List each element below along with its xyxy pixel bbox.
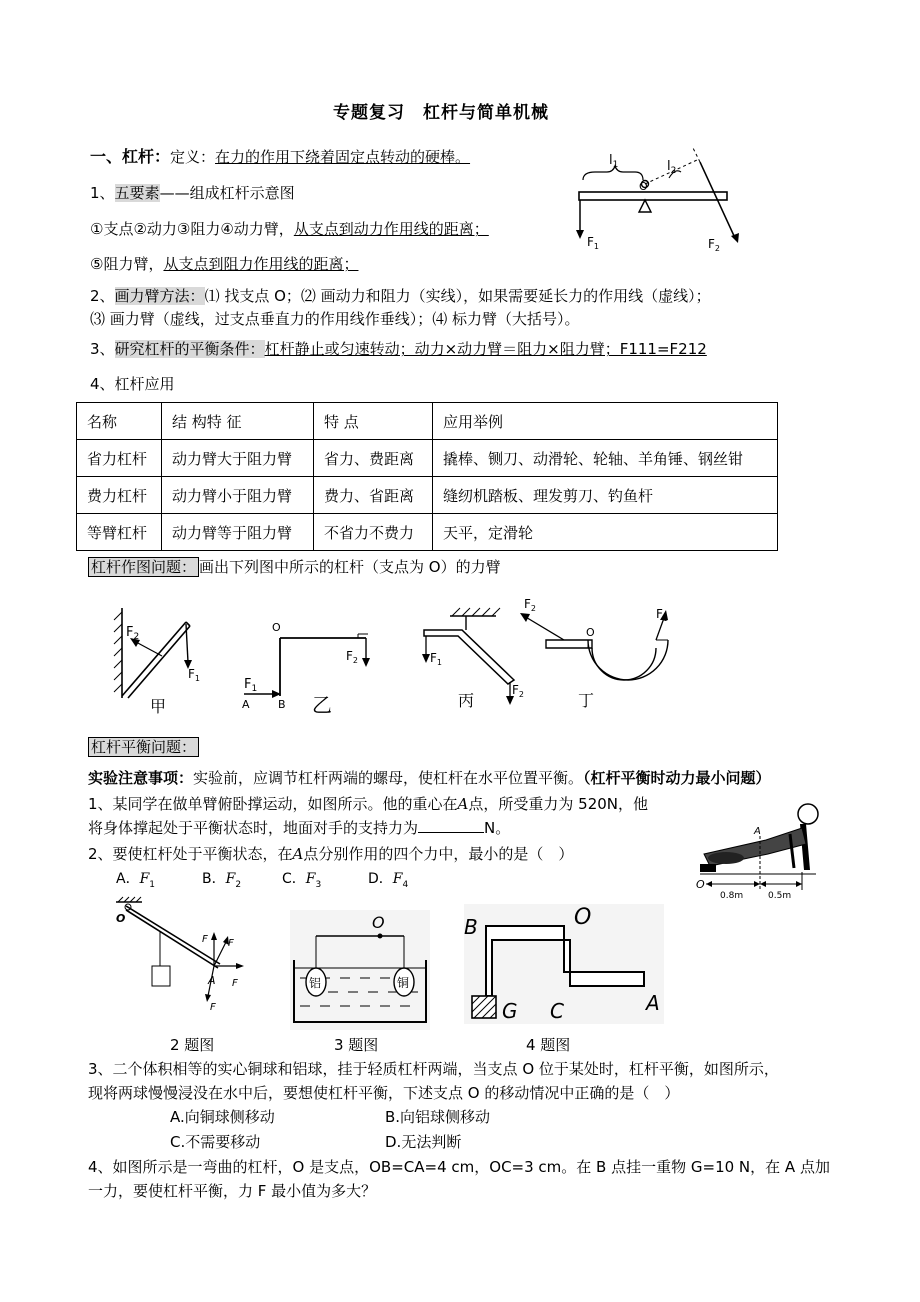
f2-label: $F_2$ (512, 683, 524, 699)
figure-yi (240, 620, 380, 730)
figure-jia (100, 600, 210, 720)
point-c-label: C (550, 999, 564, 1023)
question-3-line1: 3、二个体积相等的实心铜球和铝球，挂于轻质杠杆两端，当支点 O 位于某处时，杠杆平衡，如图所示， (88, 1060, 779, 1078)
question-1-line1 (88, 795, 648, 813)
fulcrum-label: O (639, 180, 648, 193)
five-elements-line1 (90, 220, 489, 238)
item-draw-arm-method (90, 287, 711, 305)
definition-text: 在力的作用下绕着固定点转动的硬棒。 (215, 148, 471, 166)
note-bold: （杠杆平衡时动力最小问题） (583, 769, 771, 787)
table-header: 应用举例 (433, 403, 778, 440)
fulcrum-label: O (272, 621, 281, 634)
item-text: ——组成杠杆示意图 (159, 184, 295, 202)
fulcrum-label: O (116, 912, 126, 925)
table-header: 特 点 (314, 403, 433, 440)
experiment-note (88, 769, 771, 787)
force-label: F (202, 934, 208, 945)
force-label: F (210, 1002, 216, 1013)
table-cell: 缝纫机踏板、理发剪刀、钓鱼杆 (433, 477, 778, 514)
table-cell: 费力杠杆 (77, 477, 162, 514)
table-row (77, 477, 778, 514)
f1-label: $F_1$ (656, 607, 668, 623)
table-header: 结 构特 征 (162, 403, 314, 440)
question-4-line1: 4、如图所示是一弯曲的杠杆，O 是支点，OB=CA=4 cm，OC=3 cm。在 B 点挂一重物 G=10 N，在 A 点加 (88, 1158, 830, 1176)
question-3-option-a[interactable]: A.向铜球侧移动 (170, 1108, 275, 1126)
table-cell: 等臂杠杆 (77, 514, 162, 551)
point-a-label: A (754, 826, 761, 837)
item-text: ⑶ 画力臂（虚线，过支点垂直力的作用线作垂线）；⑷ 标力臂（大括号）。 (90, 310, 580, 328)
dimension-label: 0.5m (768, 891, 792, 901)
table-header-row (77, 403, 778, 440)
point-a-label: A (242, 698, 250, 711)
balance-label (88, 738, 199, 756)
table-cell: 不省力不费力 (314, 514, 433, 551)
caption-q2: 2 题图 (170, 1036, 215, 1054)
question-text: N。 (484, 819, 511, 837)
highlight-label: 画力臂方法： (114, 287, 205, 305)
table-cell: 费力、省距离 (314, 477, 433, 514)
figure-ding (524, 594, 668, 710)
table-cell: 省力、费距离 (314, 440, 433, 477)
figure-bing (418, 602, 538, 717)
question-3-option-c[interactable]: C.不需要移动 (170, 1133, 261, 1151)
point-a-label: A (646, 991, 660, 1015)
table-row (77, 440, 778, 477)
question-text: 1、某同学在做单臂俯卧撑运动，如图所示。他的重心在 (88, 795, 458, 813)
point-label: A (457, 795, 469, 813)
item-balance-condition (90, 340, 707, 358)
option-a[interactable]: A．$F_1$ (116, 871, 156, 890)
underlined-text: 杠杆静止或匀速转动；动力×动力臂＝阻力×阻力臂；F111=F212 (264, 340, 707, 358)
answer-blank[interactable] (418, 832, 484, 833)
f2-label: $F_2$ (346, 649, 358, 665)
item-five-elements (90, 184, 295, 202)
weight-label: G (502, 999, 518, 1023)
point-b-label: B (278, 698, 286, 711)
f1-label: $F_1$ (188, 667, 200, 683)
question-2-options (116, 871, 448, 891)
f2-label: $F_2$ (524, 597, 536, 613)
option-c[interactable]: C．$F_3$ (282, 871, 322, 890)
table-cell: 动力臂大于阻力臂 (162, 440, 314, 477)
option-b[interactable]: B．$F_2$ (202, 871, 242, 890)
definition-label: 定义： (170, 148, 216, 166)
lever-applications-table (76, 402, 778, 551)
question-text: 将身体撑起处于平衡状态时，地面对手的支持力为 (88, 819, 419, 837)
note-label: 实验注意事项： (88, 769, 194, 787)
l1-label: $l_1$ (609, 153, 619, 170)
option-d[interactable]: D．$F_4$ (368, 871, 409, 890)
table-cell: 省力杠杆 (77, 440, 162, 477)
question-3-option-b[interactable]: B.向铝球侧移动 (385, 1108, 491, 1126)
f1-label: $F_1$ (430, 651, 442, 667)
section-lever-definition (90, 147, 470, 166)
text: ①支点②动力③阻力④动力臂， (90, 220, 294, 238)
point-o-label: O (574, 905, 592, 930)
table-cell: 动力臂小于阻力臂 (162, 477, 314, 514)
point-b-label: B (464, 915, 478, 939)
aluminum-ball-label: 铝 (309, 976, 322, 990)
section-heading: 一、杠杆： (90, 147, 171, 166)
fulcrum-label: O (372, 913, 385, 932)
figure-label: 丁 (578, 691, 595, 710)
question-text: 2、要使杠杆处于平衡状态，在 (88, 845, 293, 863)
figure-label: 丙 (458, 691, 475, 710)
question-1-line2 (88, 819, 510, 837)
point-label: A (292, 845, 304, 863)
lever-diagram (575, 150, 775, 255)
table-cell: 动力臂等于阻力臂 (162, 514, 314, 551)
five-elements-line2 (90, 255, 358, 273)
question-text: 点，所受重力为 520N，他 (468, 795, 649, 813)
drawing-question (88, 558, 501, 576)
dimension-label: 0.8m (720, 891, 744, 901)
f2-label: $F_2$ (708, 237, 720, 253)
point-a-label: A (208, 974, 216, 987)
f2-label: $F_2$ (126, 625, 140, 642)
caption-q3: 3 题图 (334, 1036, 379, 1054)
page-title: 专题复习 杠杆与简单机械 (333, 103, 549, 123)
figure-q2 (112, 896, 262, 1026)
table-cell: 天平，定滑轮 (433, 514, 778, 551)
caption-q4: 4 题图 (526, 1036, 571, 1054)
item-number: 2、 (90, 287, 115, 305)
item-number: 3、 (90, 340, 115, 358)
question-3-line2: 现将两球慢慢浸没在水中后，要想使杠杆平衡，下述支点 O 的移动情况中正确的是（ ） (88, 1084, 680, 1102)
text: ⑤阻力臂， (90, 255, 164, 273)
item-text: ⑴ 找支点 O；⑵ 画动力和阻力（实线），如果需要延长力的作用线（虚线）； (204, 287, 711, 305)
underlined-text: 从支点到动力作用线的距离； (293, 220, 489, 238)
question-text: 画出下列图中所示的杠杆（支点为 O）的力臂 (199, 558, 501, 576)
figure-label: 乙 (312, 693, 332, 717)
force-label: F (232, 978, 238, 989)
highlight-label: 杠杆作图问题： (88, 557, 199, 577)
figure-label: 甲 (150, 697, 167, 716)
figure-q3 (290, 910, 430, 1030)
f1-label: $F_1$ (244, 677, 258, 694)
question-3-option-d[interactable]: D.无法判断 (385, 1133, 462, 1151)
item-draw-arm-method-line2 (90, 310, 580, 328)
f1-label: $F_1$ (587, 235, 599, 251)
question-text: 点分别作用的四个力中，最小的是（ ） (303, 845, 574, 863)
pushup-figure (696, 800, 836, 900)
force-label: F (228, 938, 234, 949)
item-lever-applications: 4、杠杆应用 (90, 375, 175, 393)
question-4-line2: 一力，要使杠杆平衡，力 F 最小值为多大？ (88, 1182, 377, 1200)
item-number: 1、 (90, 184, 115, 202)
underlined-text: 从支点到阻力作用线的距离； (163, 255, 359, 273)
highlight-label: 五要素 (114, 184, 160, 202)
highlight-label: 杠杆平衡问题： (88, 737, 199, 757)
table-cell: 撬棒、铡刀、动滑轮、轮轴、羊角锤、钢丝钳 (433, 440, 778, 477)
l2-label: $l_2$ (667, 159, 677, 176)
point-o-label: O (696, 878, 705, 891)
table-row (77, 514, 778, 551)
table-header: 名称 (77, 403, 162, 440)
highlight-label: 研究杠杆的平衡条件： (114, 340, 265, 358)
figure-q4 (464, 904, 664, 1024)
question-2-stem (88, 845, 573, 863)
copper-ball-label: 铜 (397, 976, 410, 990)
fulcrum-label: O (586, 626, 595, 639)
note-text: 实验前，应调节杠杆两端的螺母，使杠杆在水平位置平衡。 (193, 769, 584, 787)
